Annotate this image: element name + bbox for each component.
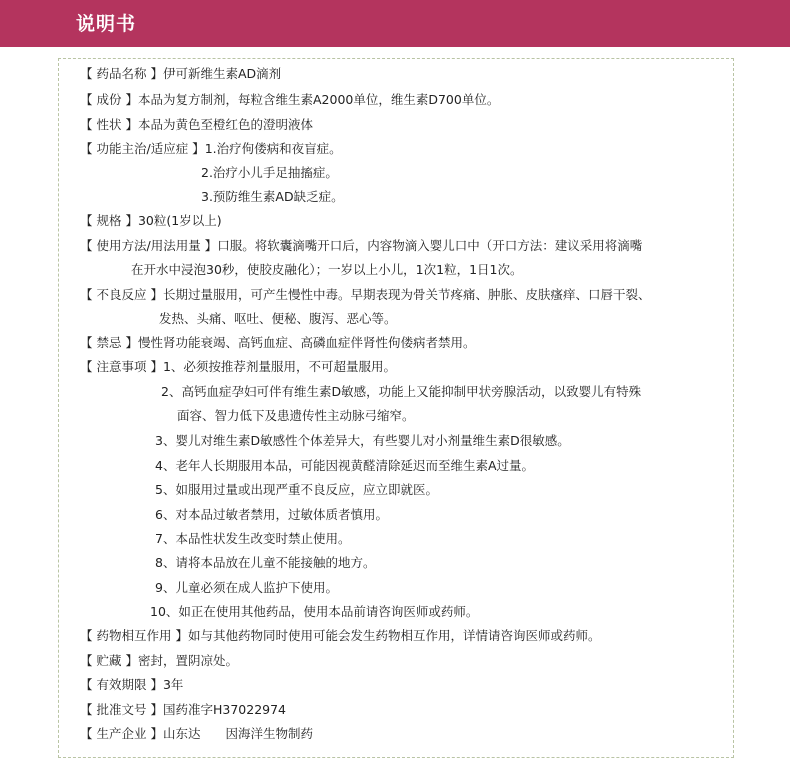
indications-label: 功能主治/适应症 <box>96 141 189 156</box>
usage-row: 【 使用方法/用法用量 】口服。将软囊滴嘴开口后，内容物滴入婴儿口中（开口方法：建议采用将滴嘴 <box>80 238 643 253</box>
precaution-item: 9、儿童必须在成人监护下使用。 <box>155 580 338 595</box>
spec-label: 规格 <box>96 213 122 228</box>
drug-name-value: 伊可新维生素AD滴剂 <box>162 66 282 81</box>
precaution-item: 3、婴儿对维生素D敏感性个体差异大，有些婴儿对小剂量维生素D很敏感。 <box>155 433 570 448</box>
contraindication-label: 禁忌 <box>96 335 122 350</box>
manufacturer-label: 生产企业 <box>96 726 147 741</box>
adverse-row: 【 不良反应 】长期过量服用，可产生慢性中毒。早期表现为骨关节疼痛、肿胀、皮肤瘙痒、口唇干裂、 <box>80 287 651 302</box>
precaution-item: 5、如服用过量或出现严重不良反应，应立即就医。 <box>155 482 438 497</box>
usage-text-cont: 在开水中浸泡30秒，使胶皮融化）；一岁以上小儿，1次1粒，1日1次。 <box>131 262 523 277</box>
validity-row: 【 有效期限 】3年 <box>80 677 184 692</box>
storage-row: 【 贮藏 】密封，置阴凉处。 <box>80 653 238 668</box>
interactions-label: 药物相互作用 <box>96 628 172 643</box>
precaution-item: 4、老年人长期服用本品，可能因视黄醛清除延迟而至维生素A过量。 <box>155 458 535 473</box>
storage-label: 贮藏 <box>96 653 122 668</box>
page-title: 说明书 <box>76 13 137 35</box>
contraindication-row: 【 禁忌 】慢性肾功能衰竭、高钙血症、高磷血症伴肾性佝偻病者禁用。 <box>80 335 476 350</box>
drug-name-label: 药品名称 <box>96 66 147 81</box>
indications-item: 1.治疗佝偻病和夜盲症。 <box>204 141 342 156</box>
indications-item: 2.治疗小儿手足抽搐症。 <box>201 165 338 180</box>
approval-label: 批准文号 <box>96 702 147 717</box>
precaution-item: 8、请将本品放在儿童不能接触的地方。 <box>155 555 376 570</box>
storage-value: 密封，置阴凉处。 <box>137 653 238 668</box>
precaution-item-cont: 面容、智力低下及患遗传性主动脉弓缩窄。 <box>177 408 415 423</box>
precautions-label: 注意事项 <box>96 359 147 374</box>
approval-value: 国药准字H37022974 <box>162 702 287 717</box>
composition-label: 成份 <box>96 92 122 107</box>
character-row: 【 性状 】本品为黄色至橙红色的澄明液体 <box>80 117 313 132</box>
interactions-row: 【 药物相互作用 】如与其他药物同时使用可能会发生药物相互作用，详情请咨询医师或药师。 <box>80 628 601 643</box>
character-label: 性状 <box>96 117 122 132</box>
precaution-item: 2、高钙血症孕妇可伴有维生素D敏感，功能上又能抑制甲状旁腺活动，以致婴儿有特殊 <box>161 384 642 399</box>
adverse-label: 不良反应 <box>96 287 147 302</box>
precautions-row: 【 注意事项 】1、必须按推荐剂量服用，不可超量服用。 <box>80 359 396 374</box>
manufacturer-value: 山东达 因海洋生物制药 <box>162 726 313 741</box>
approval-row: 【 批准文号 】国药准字H37022974 <box>80 702 287 717</box>
precaution-item: 1、必须按推荐剂量服用，不可超量服用。 <box>162 359 396 374</box>
indications-item: 3.预防维生素AD缺乏症。 <box>201 189 344 204</box>
contraindication-value: 慢性肾功能衰竭、高钙血症、高磷血症伴肾性佝偻病者禁用。 <box>137 335 476 350</box>
header-bar <box>0 0 790 47</box>
validity-label: 有效期限 <box>96 677 147 692</box>
precaution-item: 7、本品性状发生改变时禁止使用。 <box>155 531 351 546</box>
usage-text: 口服。将软囊滴嘴开口后，内容物滴入婴儿口中（开口方法：建议采用将滴嘴 <box>217 238 643 253</box>
interactions-value: 如与其他药物同时使用可能会发生药物相互作用，详情请咨询医师或药师。 <box>187 628 601 643</box>
manufacturer-row: 【 生产企业 】山东达 因海洋生物制药 <box>80 726 313 741</box>
composition-row: 【 成份 】本品为复方制剂，每粒含维生素A2000单位，维生素D700单位。 <box>80 92 500 107</box>
drug-name-row: 【 药品名称 】伊可新维生素AD滴剂 <box>80 66 282 81</box>
validity-value: 3年 <box>162 677 184 692</box>
spec-row: 【 规格 】30粒(1岁以上) <box>80 213 222 228</box>
spec-value: 30粒(1岁以上) <box>137 213 222 228</box>
adverse-text-cont: 发热、头痛、呕吐、便秘、腹泻、恶心等。 <box>159 311 397 326</box>
character-value: 本品为黄色至橙红色的澄明液体 <box>137 117 313 132</box>
adverse-text: 长期过量服用，可产生慢性中毒。早期表现为骨关节疼痛、肿胀、皮肤瘙痒、口唇干裂、 <box>162 287 651 302</box>
usage-label: 使用方法/用法用量 <box>96 238 201 253</box>
precaution-item: 6、对本品过敏者禁用，过敏体质者慎用。 <box>155 507 388 522</box>
precaution-item: 10、如正在使用其他药品，使用本品前请咨询医师或药师。 <box>150 604 479 619</box>
indications-row: 【 功能主治/适应症 】1.治疗佝偻病和夜盲症。 <box>80 141 342 156</box>
composition-value: 本品为复方制剂，每粒含维生素A2000单位，维生素D700单位。 <box>137 92 500 107</box>
